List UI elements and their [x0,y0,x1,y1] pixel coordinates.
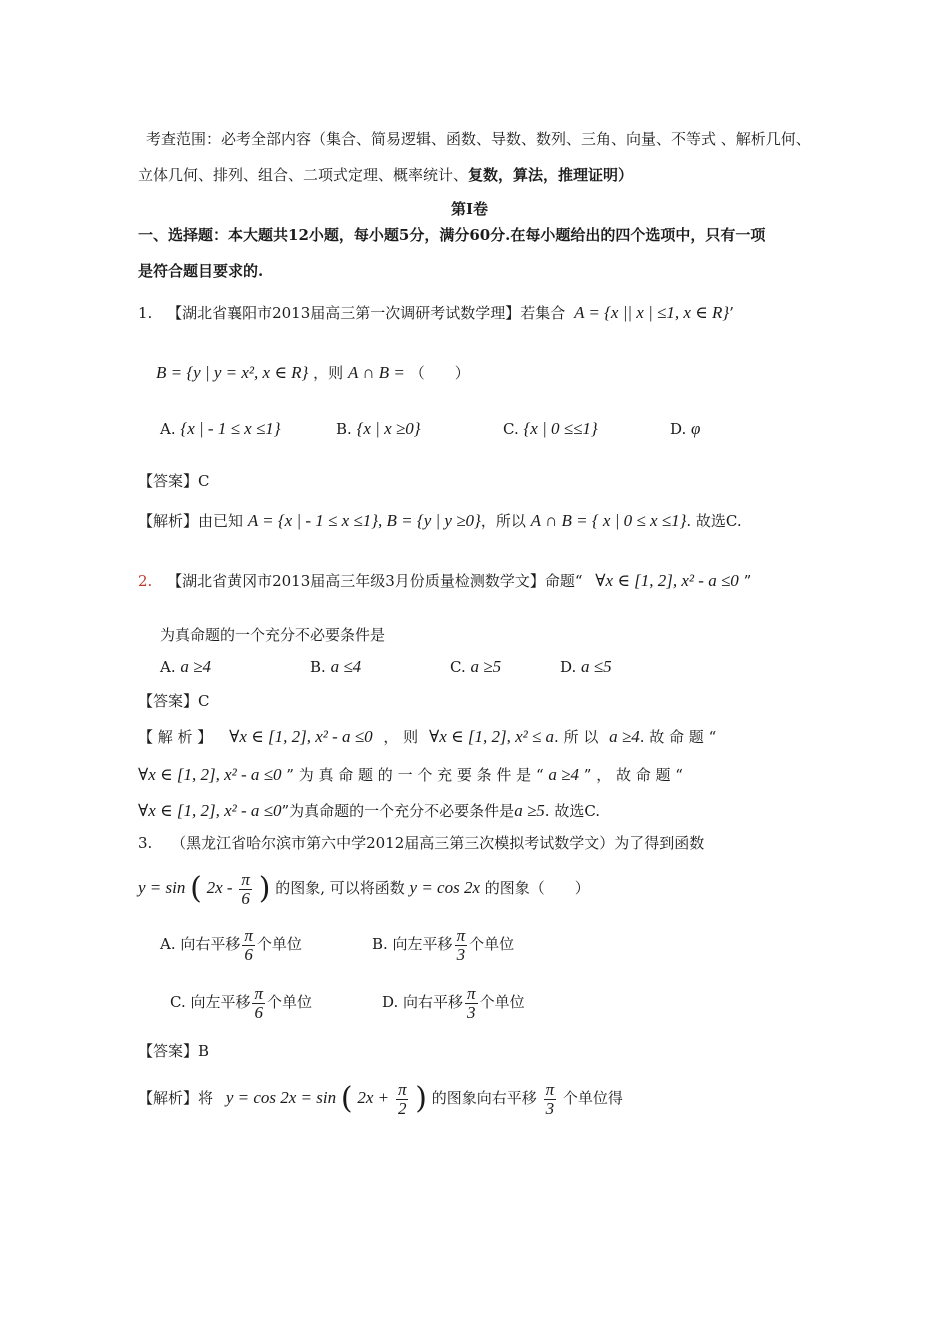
q1-analysis [138,510,742,532]
q1-set-a: A = {x || x | ≤1, x ∈ R} [574,303,730,322]
q2-a3-expr2: a ≥5 [514,801,545,820]
q2-option-b-label: B. [310,658,326,676]
q3-analysis-arg: 2x + [357,1088,390,1107]
q1-analysis-text3: . 故选C. [686,512,742,530]
q2-a1-expr3: a ≥4 [609,727,640,746]
q1-source: 【湖北省襄阳市2013届高三第一次调研考试数学理】若集合 [167,304,566,322]
scope-line-2 [138,164,633,186]
q3-b-unit: 个单位 [469,935,515,953]
q3-right-paren: ) [258,871,271,906]
q1-answer: 【答案】C [138,472,210,490]
q3-end-text: 的图象（ ） [484,879,590,897]
q1-ask-paren: （ ） [409,364,470,382]
q3-analysis [138,1078,623,1119]
q2-analysis-1 [138,726,716,748]
q1-stem: 1. 【湖北省襄阳市2013届高三第一次调研考试数学理】若集合 A = {x || x | ≤1, x ∈ R}’ [138,303,734,322]
q3-number: 3. [138,834,153,852]
q2-option-d [560,656,612,678]
q3-mid-text: 的图象, 可以将函数 [275,879,405,897]
q3-cos-expr: y = cos 2x [409,878,481,897]
q3-func-lhs: y = sin [138,878,186,897]
scope-topics-bold: 复数，算法，推理证明） [468,166,634,184]
q1-set-b-line [156,362,470,384]
q1-option-b-expr: {x | x ≥0} [356,419,421,438]
q3-option-d [382,982,525,1022]
q2-option-d-expr: a ≤5 [581,657,612,676]
q3-option-c-label: C. 向左平移 [170,993,251,1011]
q2-option-c-expr: a ≥5 [470,657,502,676]
q2-option-a [160,656,211,678]
q3-analysis-left-paren: ( [340,1081,353,1116]
q2-option-b-expr: a ≤4 [330,657,362,676]
q3-stem [138,832,704,854]
q3-option-b [372,924,514,964]
q3-option-d-fraction [465,985,478,1022]
q1-option-a [160,418,281,440]
q2-a1-tail: . 故 命 题 “ [639,728,717,746]
q3-analysis-tag: 【解析】 [138,1089,199,1107]
q3-c-den: 6 [254,1002,263,1022]
q2-option-a-expr: a ≥4 [180,657,211,676]
q3-fraction-pi-6 [239,871,252,908]
q3-analysis-mid: 的图象向右平移 [431,1089,537,1107]
q2-a1-so: . 所 以 [554,728,599,746]
q3-a-den: 6 [244,944,253,964]
q1-analysis-text2: ，所以 [480,512,526,530]
q3-option-a-label: A. 向右平移 [160,935,241,953]
q2-a2-expr: ∀x ∈ [1, 2], x² - a ≤0 [138,765,282,784]
q1-analysis-expr1: A = {x | - 1 ≤ x ≤1}, B = {y | y ≥0} [247,511,481,530]
q1-ask-prefix: ，则 [313,364,344,382]
q1-option-a-expr: {x | - 1 ≤ x ≤1} [180,419,281,438]
scope-topics: 立体几何、排列、组合、二项式定理、概率统计、 [138,166,469,184]
q3-option-a [160,924,302,964]
q3-c-num: π [254,983,264,1003]
q3-an2-num: π [545,1079,555,1099]
scope-line-1: 考查范围：必考全部内容（集合、简易逻辑、函数、导数、数列、三角、向量、不等式 、解析几何、 [146,130,811,148]
q2-a1-then: ， 则 [383,728,419,746]
q2-close-quote: ” [743,572,752,590]
q1-option-a-label: A. [160,420,176,438]
q3-analysis-fraction-pi-2 [396,1081,409,1118]
q2-stem [138,570,751,592]
q3-source: （黑龙江省哈尔滨市第六中学2012届高三第三次模拟考试数学文）为了得到函数 [171,834,705,852]
q2-analysis-tag: 【 解 析 】 [138,728,213,746]
q2-a1-expr2: ∀x ∈ [1, 2], x² ≤ a [428,727,555,746]
q1-option-c [503,418,598,440]
q3-b-den: 3 [456,944,466,964]
volume-title: 第Ⅰ卷 [451,200,489,218]
q3-a-unit: 个单位 [256,935,302,953]
q2-a3-tail: . 故选C. [544,802,601,820]
q3-frac-den: 6 [241,888,250,908]
q3-analysis-pre: 将 [198,1089,214,1107]
q3-c-unit: 个单位 [267,993,313,1011]
q3-d-num: π [467,983,476,1003]
q1-analysis-expr2: A ∩ B = { x | 0 ≤ x ≤1} [530,511,687,530]
q3-option-c [170,982,312,1022]
q3-a-num: π [244,925,253,945]
q3-an-den: 2 [397,1098,407,1118]
q3-left-paren: ( [190,871,202,906]
q3-option-d-label: D. 向右平移 [382,993,464,1011]
q1-option-b [336,418,421,440]
q3-an-num: π [397,1079,407,1099]
q1-set-b: B = {y | y = x², x ∈ R} [156,363,309,382]
q2-number: 2. [138,572,153,590]
q1-option-d [670,418,700,440]
q3-option-c-fraction [252,985,265,1022]
q1-option-d-label: D. [670,420,687,438]
q2-a1-expr: ∀x ∈ [1, 2], x² - a ≤0 [229,727,373,746]
q3-an2-den: 3 [545,1098,555,1118]
q2-option-c-label: C. [450,658,466,676]
q2-stem-2: 为真命题的一个充分不必要条件是 [160,626,386,644]
q3-frac-num: π [241,869,250,889]
q2-answer: 【答案】C [138,692,210,710]
q2-option-a-label: A. [160,658,176,676]
q3-analysis-expr: y = cos 2x = sin [225,1088,337,1107]
q3-option-b-label: B. 向左平移 [372,935,453,953]
q2-a2-text: ” 为 真 命 题 的 一 个 充 要 条 件 是 “ [286,766,544,784]
q1-number: 1. [138,304,153,322]
q1-analysis-text1: 由已知 [198,512,244,530]
q2-a3-expr: ∀x ∈ [1, 2], x² - a ≤0 [138,801,282,820]
section-heading-1: 一、选择题：本大题共12小题，每小题5分，满分60分.在每小题给出的四个选项中，只有一项 [138,226,766,244]
q1-option-d-expr: φ [691,419,701,438]
q2-analysis-2 [138,764,683,786]
q1-analysis-tag: 【解析】 [138,512,199,530]
q2-option-c [450,656,501,678]
q3-analysis-end: 个单位得 [562,1089,623,1107]
q2-option-b [310,656,361,678]
q3-analysis-right-paren: ) [415,1081,427,1116]
q3-func-arg: 2x - [206,878,233,897]
q3-answer: 【答案】B [138,1042,210,1060]
q2-proposition: ∀x ∈ [1, 2], x² - a ≤0 [595,571,739,590]
q2-a2-tail: ” ， 故 命 题 “ [583,766,683,784]
q3-analysis-fraction-pi-3 [544,1081,557,1118]
q2-a3-text: ”为真命题的一个充分不必要条件是 [281,802,515,820]
q2-analysis-3 [138,800,600,822]
q1-ask-expr: A ∩ B = [347,363,405,382]
q2-option-d-label: D. [560,658,577,676]
section-heading-2: 是符合题目要求的. [138,262,264,280]
q3-d-den: 3 [467,1002,476,1022]
q2-source: 【湖北省黄冈市2013届高三年级3月份质量检测数学文】命题“ [167,572,583,590]
q1-option-c-expr: {x | 0 ≤≤1} [523,419,598,438]
q3-b-num: π [456,925,466,945]
q2-a2-expr2: a ≥4 [548,765,579,784]
q1-option-c-label: C. [503,420,519,438]
q3-d-unit: 个单位 [479,993,525,1011]
q3-option-b-fraction [455,927,468,964]
q3-function-line [138,868,590,909]
q1-option-b-label: B. [336,420,352,438]
q3-option-a-fraction [242,927,255,964]
